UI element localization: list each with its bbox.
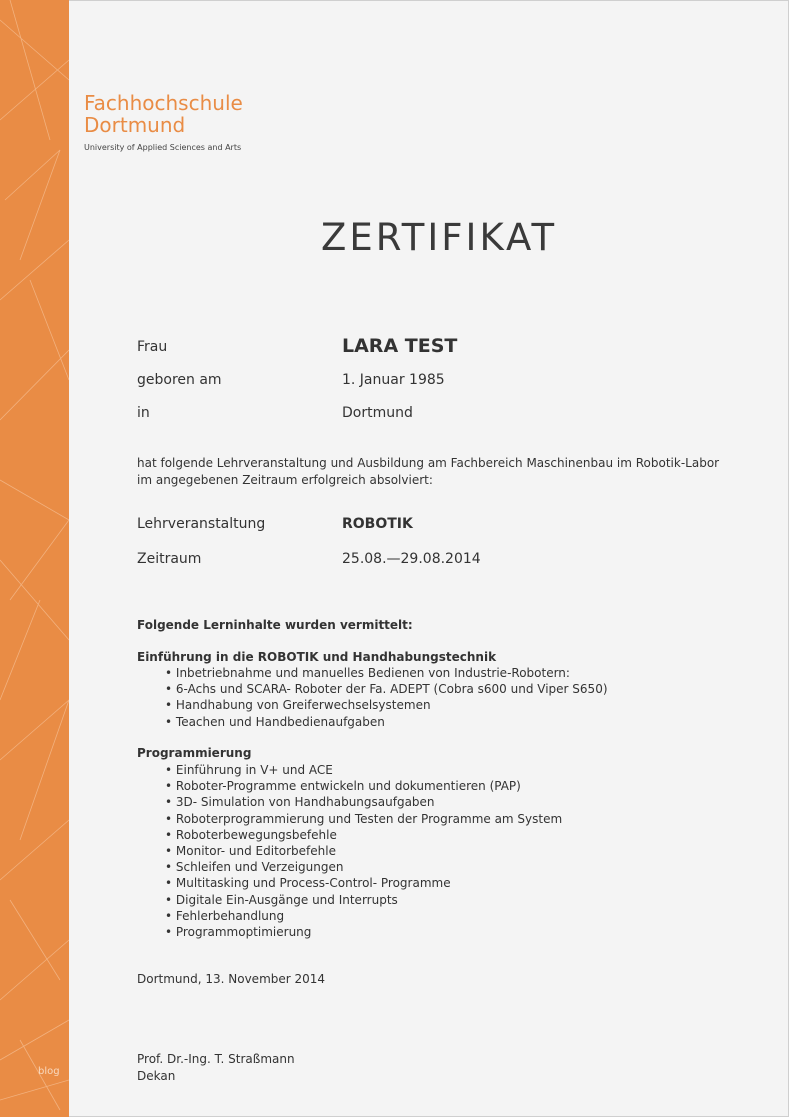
list-item: • Roboterbewegungsbefehle	[165, 827, 562, 843]
logo-line2: Dortmund	[84, 113, 186, 137]
intro-text	[137, 455, 719, 489]
list-item: • Roboter-Programme entwickeln und dokumentieren (PAP)	[165, 778, 562, 794]
place-date: Dortmund, 13. November 2014	[137, 972, 326, 986]
list-item: • Teachen und Handbedienaufgaben	[165, 714, 608, 730]
list-item: • Digitale Ein-Ausgänge und Interrupts	[165, 892, 562, 908]
person-name: LARA TEST	[342, 335, 458, 357]
list-item: • 6-Achs und SCARA- Roboter der Fa. ADEPT (Cobra s600 und Viper S650)	[165, 681, 608, 697]
watermark-text: blog	[38, 1066, 60, 1077]
section-heading: Einführung in die ROBOTIK und Handhabungstechnik	[137, 650, 497, 664]
place-value: Dortmund	[342, 405, 413, 421]
list-item: • Monitor- und Editorbefehle	[165, 843, 562, 859]
list-item: • Multitasking und Process-Control- Programme	[165, 875, 562, 891]
signatory-name: Prof. Dr.-Ing. T. Straßmann	[137, 1052, 295, 1066]
page-title: ZERTIFIKAT	[321, 216, 558, 259]
section-list	[165, 762, 562, 940]
period-value: 25.08.—29.08.2014	[342, 551, 481, 567]
logo-line1: Fachhochschule	[84, 91, 243, 115]
born-value: 1. Januar 1985	[342, 372, 445, 388]
intro-line: im angegebenen Zeitraum erfolgreich absolviert:	[137, 473, 433, 487]
course-label: Lehrveranstaltung	[137, 516, 266, 532]
place-label: in	[137, 405, 150, 421]
salutation: Frau	[137, 339, 168, 355]
list-item: • Einführung in V+ und ACE	[165, 762, 562, 778]
list-item: • Fehlerbehandlung	[165, 908, 562, 924]
list-item: • Handhabung von Greiferwechselsystemen	[165, 697, 608, 713]
contents-heading: Folgende Lerninhalte wurden vermittelt:	[137, 618, 413, 632]
logo	[84, 92, 243, 136]
born-label: geboren am	[137, 372, 222, 388]
list-item: • Roboterprogrammierung und Testen der Programme am System	[165, 811, 562, 827]
list-item: • Programmoptimierung	[165, 924, 562, 940]
section-list	[165, 665, 608, 730]
section-heading: Programmierung	[137, 746, 252, 760]
list-item: • Schleifen und Verzeigungen	[165, 859, 562, 875]
period-label: Zeitraum	[137, 551, 202, 567]
logo-tagline: University of Applied Sciences and Arts	[84, 143, 242, 152]
list-item: • Inbetriebnahme und manuelles Bedienen von Industrie-Robotern:	[165, 665, 608, 681]
course-value: ROBOTIK	[342, 516, 413, 532]
list-item: • 3D- Simulation von Handhabungsaufgaben	[165, 794, 562, 810]
signatory-role: Dekan	[137, 1069, 176, 1083]
orange-sidebar	[0, 0, 69, 1117]
intro-line: hat folgende Lehrveranstaltung und Ausbildung am Fachbereich Maschinenbau im Robotik-Labor	[137, 456, 720, 470]
line-pattern	[0, 0, 69, 1117]
